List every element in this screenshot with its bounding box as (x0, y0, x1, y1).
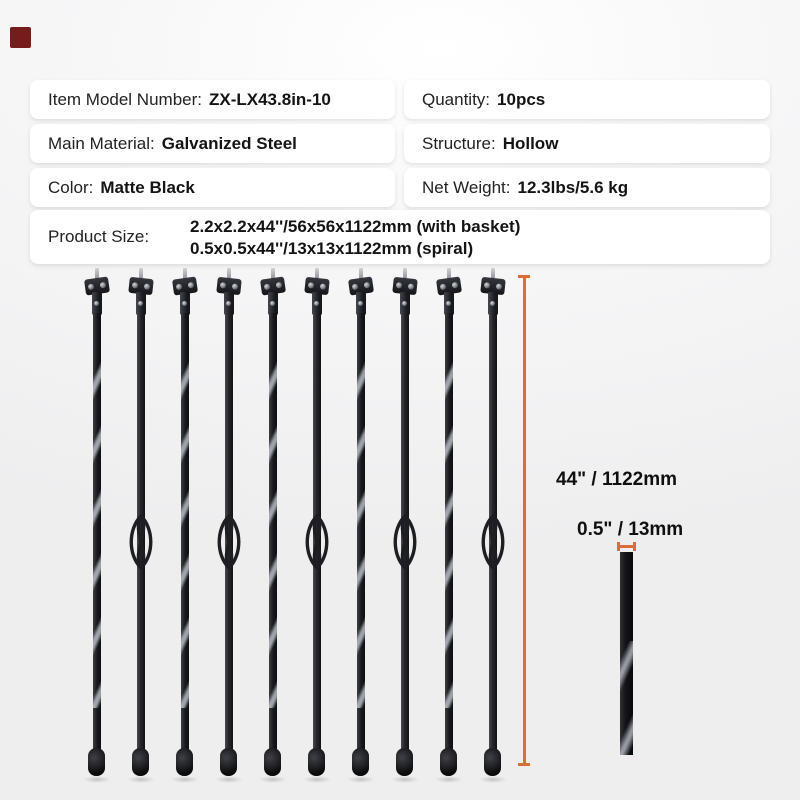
bracket-arm (180, 292, 190, 315)
spec-cell-structure (404, 124, 770, 163)
baluster-cross-section-sample (620, 552, 633, 755)
bracket-arm (136, 292, 146, 315)
balusters-row (75, 266, 515, 788)
screw-icon (220, 282, 227, 289)
bar-top-segment (225, 313, 233, 361)
measure-cap-bottom (518, 763, 530, 766)
spec-value: Galvanized Steel (161, 134, 297, 153)
screw-icon (270, 301, 275, 306)
bar-bottom-segment (181, 708, 189, 750)
spec-cell-main-material (30, 124, 395, 163)
screw-icon (358, 301, 363, 306)
height-measure-line (518, 275, 530, 766)
bar-bottom-segment (401, 708, 409, 750)
sample-solid-segment (620, 552, 633, 641)
floor-shadow (391, 776, 419, 783)
baluster-bar (269, 313, 277, 750)
screw-icon (144, 283, 151, 290)
bracket-arm (356, 292, 366, 315)
bar-top-segment (137, 313, 145, 361)
bracket-arm (400, 292, 410, 315)
screw-icon (100, 282, 107, 289)
spec-cell-color (30, 168, 395, 207)
bar-bottom-segment (445, 708, 453, 750)
bar-bottom-segment (93, 708, 101, 750)
spec-cell-item-model (30, 80, 395, 119)
basket-ornament (209, 513, 249, 571)
bar-bottom-segment (357, 708, 365, 750)
spec-cell-product-size (30, 210, 770, 264)
brand-logo-mark (10, 27, 31, 48)
screw-icon (496, 283, 503, 290)
spec-value: Matte Black (100, 178, 195, 197)
measure-line (523, 275, 526, 766)
bar-top-segment (445, 313, 453, 361)
spec-cell-net-weight (404, 168, 770, 207)
screw-icon (88, 283, 95, 290)
spec-label: Quantity: (422, 90, 491, 109)
screw-icon (402, 301, 407, 306)
bar-twist-segment (357, 361, 365, 708)
floor-shadow (435, 776, 463, 783)
bar-twist-segment (445, 361, 453, 708)
screw-icon (176, 283, 183, 290)
baluster (207, 266, 251, 788)
screw-icon (276, 282, 283, 289)
screw-icon (226, 301, 231, 306)
screw-icon (364, 282, 371, 289)
spec-label: Net Weight: (422, 178, 511, 197)
bracket-arm (488, 292, 498, 315)
screw-icon (182, 301, 187, 306)
bar-top-segment (313, 313, 321, 361)
screw-icon (320, 283, 327, 290)
screw-icon (352, 283, 359, 290)
screw-icon (408, 283, 415, 290)
bar-bottom-segment (269, 708, 277, 750)
bar-bottom-segment (137, 708, 145, 750)
floor-shadow (215, 776, 243, 783)
baluster (251, 266, 295, 788)
foot-shoe (264, 748, 281, 776)
baluster-bar (93, 313, 101, 750)
screw-icon (314, 301, 319, 306)
floor-shadow (83, 776, 111, 783)
bar-top-segment (181, 313, 189, 361)
screw-icon (396, 282, 403, 289)
measure-cap-right (633, 542, 636, 551)
foot-shoe (88, 748, 105, 776)
floor-shadow (479, 776, 507, 783)
width-dimension-label: 0.5" / 13mm (577, 519, 684, 540)
bar-top-segment (269, 313, 277, 361)
spec-label: Color: (48, 178, 94, 197)
screw-icon (232, 283, 239, 290)
bar-top-segment (401, 313, 409, 361)
baluster (75, 266, 119, 788)
baluster (295, 266, 339, 788)
floor-shadow (171, 776, 199, 783)
screw-icon (440, 283, 447, 290)
screw-icon (490, 301, 495, 306)
floor-shadow (347, 776, 375, 783)
bar-top-segment (357, 313, 365, 361)
baluster-bar (445, 313, 453, 750)
foot-shoe (352, 748, 369, 776)
foot-shoe (176, 748, 193, 776)
screw-icon (132, 282, 139, 289)
bracket-arm (444, 292, 454, 315)
screw-icon (484, 282, 491, 289)
baluster-bar (181, 313, 189, 750)
bracket-arm (92, 292, 102, 315)
screw-icon (188, 282, 195, 289)
bar-twist-segment (93, 361, 101, 708)
bar-bottom-segment (313, 708, 321, 750)
spec-value: Hollow (502, 134, 559, 153)
floor-shadow (303, 776, 331, 783)
floor-shadow (127, 776, 155, 783)
basket-ornament (473, 513, 513, 571)
baluster (119, 266, 163, 788)
spec-label: Structure: (422, 134, 496, 153)
basket-ornament (297, 513, 337, 571)
bar-twist-segment (181, 361, 189, 708)
bar-twist-segment (269, 361, 277, 708)
screw-icon (452, 282, 459, 289)
screw-icon (94, 301, 99, 306)
foot-shoe (132, 748, 149, 776)
basket-ornament (385, 513, 425, 571)
bracket-arm (224, 292, 234, 315)
foot-shoe (220, 748, 237, 776)
spec-cell-quantity (404, 80, 770, 119)
spec-value: ZX-LX43.8in-10 (209, 90, 331, 109)
foot-shoe (308, 748, 325, 776)
foot-shoe (396, 748, 413, 776)
floor-shadow (259, 776, 287, 783)
bar-bottom-segment (489, 708, 497, 750)
baluster (339, 266, 383, 788)
spec-value: 12.3lbs/5.6 kg (517, 178, 629, 197)
baluster (163, 266, 207, 788)
screw-icon (264, 283, 271, 290)
sample-twist-segment (620, 641, 633, 755)
spec-label: Item Model Number: (48, 90, 202, 109)
foot-shoe (440, 748, 457, 776)
height-dimension-label: 44" / 1122mm (556, 469, 677, 490)
spec-value: 10pcs (497, 90, 546, 109)
basket-ornament (121, 513, 161, 571)
screw-icon (138, 301, 143, 306)
spec-label: Main Material: (48, 134, 155, 153)
width-measure-line (617, 542, 636, 551)
bar-top-segment (489, 313, 497, 361)
baluster (471, 266, 515, 788)
bar-top-segment (93, 313, 101, 361)
foot-shoe (484, 748, 501, 776)
screw-icon (446, 301, 451, 306)
baluster-bar (357, 313, 365, 750)
bracket-arm (268, 292, 278, 315)
spec-label: Product Size: (48, 227, 150, 246)
screw-icon (308, 282, 315, 289)
baluster (383, 266, 427, 788)
product-size-values (190, 216, 520, 260)
bar-bottom-segment (225, 708, 233, 750)
product-size-line-2: 0.5x0.5x44''/13x13x1122mm (spiral) (190, 239, 474, 258)
baluster (427, 266, 471, 788)
bracket-arm (312, 292, 322, 315)
product-size-line-1: 2.2x2.2x44''/56x56x1122mm (with basket) (190, 217, 521, 236)
